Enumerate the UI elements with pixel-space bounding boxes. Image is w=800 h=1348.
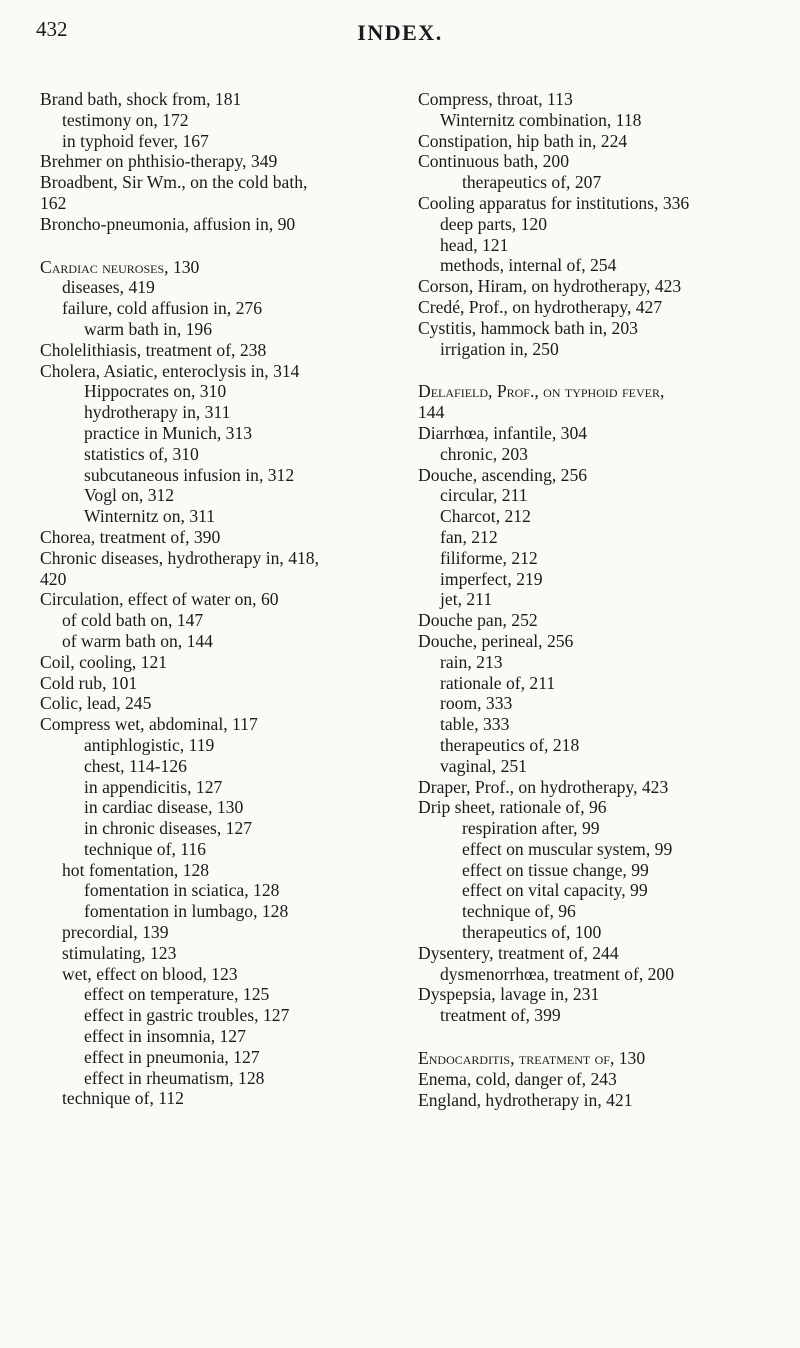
index-subentry: chest, 114-126 bbox=[84, 755, 187, 776]
index-subentry: effect in pneumonia, 127 bbox=[84, 1046, 260, 1067]
index-subentry: warm bath in, 196 bbox=[84, 318, 213, 339]
index-subentry: jet, 211 bbox=[440, 589, 493, 610]
index-subentry: effect in insomnia, 127 bbox=[84, 1026, 246, 1047]
index-column-right bbox=[418, 89, 798, 1110]
index-subentry: fomentation in lumbago, 128 bbox=[84, 901, 289, 922]
index-entry: Broadbent, Sir Wm., on the cold bath, bbox=[40, 172, 308, 193]
index-entry: Cystitis, hammock bath in, 203 bbox=[418, 317, 638, 338]
index-subentry: irrigation in, 250 bbox=[440, 338, 559, 359]
index-column-left bbox=[40, 89, 420, 1109]
index-subentry: table, 333 bbox=[440, 714, 510, 735]
index-subentry: diseases, 419 bbox=[62, 277, 155, 298]
index-entry: Cardiac neuroses, 130 bbox=[40, 256, 200, 277]
index-subentry: hot fomentation, 128 bbox=[62, 859, 210, 880]
index-subentry: circular, 211 bbox=[440, 485, 528, 506]
index-subentry: Winternitz on, 311 bbox=[84, 506, 216, 527]
index-subentry: rationale of, 211 bbox=[440, 672, 556, 693]
index-subentry: room, 333 bbox=[440, 693, 513, 714]
index-subentry: practice in Munich, 313 bbox=[84, 422, 253, 443]
index-subentry: treatment of, 399 bbox=[440, 1005, 561, 1026]
index-subentry: fan, 212 bbox=[440, 526, 498, 547]
index-entry: Cooling apparatus for institutions, 336 bbox=[418, 192, 690, 213]
index-subentry: rain, 213 bbox=[440, 651, 503, 672]
index-subentry: of warm bath on, 144 bbox=[62, 630, 213, 651]
section-gap bbox=[418, 359, 798, 381]
index-entry: England, hydrotherapy in, 421 bbox=[418, 1089, 633, 1110]
index-entry: Colic, lead, 245 bbox=[40, 693, 152, 714]
index-entry: Drip sheet, rationale of, 96 bbox=[418, 797, 607, 818]
index-entry: Douche pan, 252 bbox=[418, 610, 538, 631]
index-subentry: hydrotherapy in, 311 bbox=[84, 402, 231, 423]
index-subentry: effect on vital capacity, 99 bbox=[462, 880, 648, 901]
index-entry: Endocarditis, treatment of, 130 bbox=[418, 1048, 646, 1069]
index-entry: Chronic diseases, hydrotherapy in, 418, bbox=[40, 547, 320, 568]
index-subentry: therapeutics of, 207 bbox=[462, 172, 602, 193]
index-subentry: respiration after, 99 bbox=[462, 818, 600, 839]
index-entry: Dysentery, treatment of, 244 bbox=[418, 942, 619, 963]
index-subentry: in chronic diseases, 127 bbox=[84, 818, 253, 839]
index-entry: Cold rub, 101 bbox=[40, 672, 138, 693]
index-subentry: effect in rheumatism, 128 bbox=[84, 1067, 265, 1088]
index-entry: Enema, cold, danger of, 243 bbox=[418, 1068, 617, 1089]
index-subentry: technique of, 116 bbox=[84, 838, 206, 859]
index-subentry: technique of, 112 bbox=[62, 1088, 184, 1109]
index-entry: Continuous bath, 200 bbox=[418, 151, 570, 172]
index-subentry: Charcot, 212 bbox=[440, 506, 531, 527]
index-subentry: Winternitz combination, 118 bbox=[440, 109, 642, 130]
index-subentry: vaginal, 251 bbox=[440, 755, 527, 776]
index-entry: Corson, Hiram, on hydrotherapy, 423 bbox=[418, 276, 682, 297]
index-entry: 162 bbox=[40, 192, 67, 213]
index-subentry: imperfect, 219 bbox=[440, 568, 543, 589]
index-subentry: head, 121 bbox=[440, 234, 509, 255]
index-entry: Coil, cooling, 121 bbox=[40, 651, 168, 672]
index-entry: Compress wet, abdominal, 117 bbox=[40, 714, 258, 735]
index-subentry: in typhoid fever, 167 bbox=[62, 130, 209, 151]
page-number: 432 bbox=[36, 17, 68, 41]
index-subentry: dysmenorrhœa, treatment of, 200 bbox=[440, 963, 675, 984]
index-entry: Broncho-pneumonia, affusion in, 90 bbox=[40, 213, 296, 234]
index-subentry: fomentation in sciatica, 128 bbox=[84, 880, 280, 901]
index-entry: Cholera, Asiatic, enteroclysis in, 314 bbox=[40, 360, 300, 381]
index-entry: Constipation, hip bath in, 224 bbox=[418, 130, 628, 151]
index-subentry: antiphlogistic, 119 bbox=[84, 734, 215, 755]
index-subentry: effect on tissue change, 99 bbox=[462, 859, 649, 880]
section-gap bbox=[418, 1026, 798, 1048]
index-entry: Dyspepsia, lavage in, 231 bbox=[418, 984, 600, 1005]
index-subentry: stimulating, 123 bbox=[62, 942, 177, 963]
index-subentry: statistics of, 310 bbox=[84, 443, 199, 464]
index-subentry: effect on temperature, 125 bbox=[84, 984, 270, 1005]
index-entry: Brand bath, shock from, 181 bbox=[40, 89, 242, 109]
index-subentry: effect in gastric troubles, 127 bbox=[84, 1005, 290, 1026]
index-subentry: wet, effect on blood, 123 bbox=[62, 963, 238, 984]
index-subentry: methods, internal of, 254 bbox=[440, 255, 617, 276]
index-subentry: effect on muscular system, 99 bbox=[462, 838, 673, 859]
index-subentry: therapeutics of, 218 bbox=[440, 734, 580, 755]
index-entry: Delafield, Prof., on typhoid fever, bbox=[418, 381, 665, 402]
index-entry: Brehmer on phthisio-therapy, 349 bbox=[40, 151, 278, 172]
page-title: INDEX. bbox=[357, 20, 443, 45]
index-entry: 144 bbox=[418, 402, 445, 423]
index-entry: 420 bbox=[40, 568, 67, 589]
index-subentry: in appendicitis, 127 bbox=[84, 776, 223, 797]
index-subentry: of cold bath on, 147 bbox=[62, 610, 204, 631]
section-gap bbox=[40, 235, 420, 257]
index-entry: Chorea, treatment of, 390 bbox=[40, 526, 221, 547]
index-entry: Circulation, effect of water on, 60 bbox=[40, 589, 279, 610]
index-entry: Compress, throat, 113 bbox=[418, 89, 573, 109]
index-subentry: chronic, 203 bbox=[440, 443, 528, 464]
index-entry: Cholelithiasis, treatment of, 238 bbox=[40, 339, 267, 360]
index-subentry: in cardiac disease, 130 bbox=[84, 797, 244, 818]
index-entry: Draper, Prof., on hydrotherapy, 423 bbox=[418, 776, 669, 797]
index-entry: Douche, perineal, 256 bbox=[418, 630, 574, 651]
index-subentry: technique of, 96 bbox=[462, 901, 576, 922]
index-subentry: filiforme, 212 bbox=[440, 547, 538, 568]
index-subentry: Hippocrates on, 310 bbox=[84, 381, 227, 402]
index-subentry: therapeutics of, 100 bbox=[462, 922, 602, 943]
index-entry: Douche, ascending, 256 bbox=[418, 464, 588, 485]
index-subentry: subcutaneous infusion in, 312 bbox=[84, 464, 295, 485]
index-subentry: deep parts, 120 bbox=[440, 213, 547, 234]
index-entry: Credé, Prof., on hydrotherapy, 427 bbox=[418, 296, 663, 317]
index-subentry: Vogl on, 312 bbox=[84, 485, 175, 506]
index-subentry: failure, cold affusion in, 276 bbox=[62, 298, 262, 319]
index-subentry: precordial, 139 bbox=[62, 922, 169, 943]
index-entry: Diarrhœa, infantile, 304 bbox=[418, 422, 588, 443]
index-subentry: testimony on, 172 bbox=[62, 109, 189, 130]
